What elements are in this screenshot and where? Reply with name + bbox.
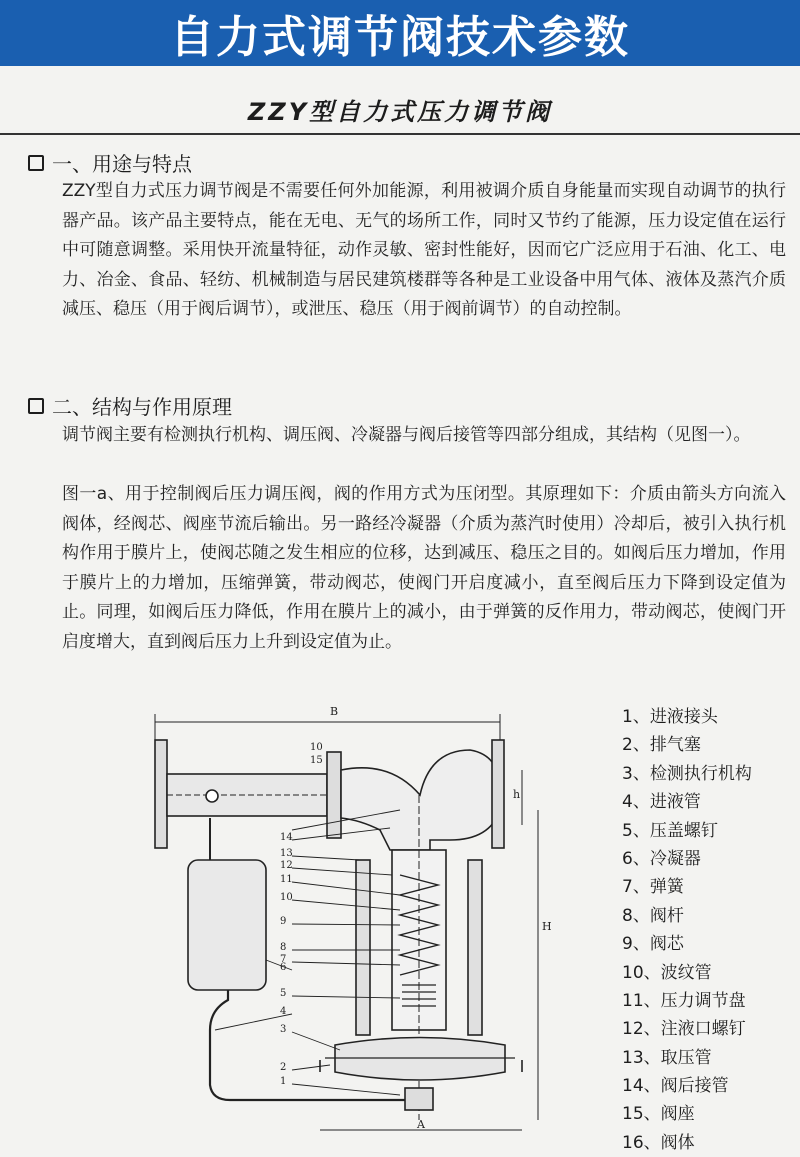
outlet-flange	[492, 740, 504, 848]
condenser	[188, 860, 266, 990]
title-banner	[0, 0, 800, 66]
legend-item: 3、检测执行机构	[622, 763, 752, 784]
legend-item: 13、取压管	[622, 1047, 712, 1068]
section-heading-usage	[28, 148, 192, 177]
parts-legend	[622, 703, 792, 1157]
legend-item: 7、弹簧	[622, 877, 684, 898]
dim-label-b: B	[330, 705, 339, 718]
legend-item: 5、压盖螺钉	[622, 820, 718, 841]
square-bullet-icon	[28, 398, 44, 414]
legend-item: 16、阀体	[622, 1132, 695, 1153]
dim-label-h-small: h	[513, 788, 521, 801]
paragraph-text: 图一a、用于控制阀后压力调压阀，阀的作用方式为压闭型。其原理如下：介质由箭头方向流入阀体，经阀芯、阀座节流后输出。另一路经冷凝器（介质为蒸汽时使用）冷却后，被引入执行机构作用于膜片上，使阀芯随之发生相应的位移，达到减压、稳压之目的。如阀后压力增加，作用于膜片上的力增加，压缩弹簧，带动阀芯，使阀门开启度减小，直至阀后压力下降到设定值为止。同理，如阀后压力降低，作用在膜片上的减小，由于弹簧的反作用力，带动阀芯，使阀门开启度增大，直到阀后压力上升到设定值为止。	[62, 484, 786, 652]
inlet-flange	[155, 740, 167, 848]
section-heading-structure	[28, 391, 232, 420]
part-callout-number: 7	[280, 954, 287, 965]
structure-paragraph-1	[14, 421, 786, 451]
document-title: ZZY型自力式压力调节阀	[247, 98, 553, 126]
part-callout-number: 6	[280, 962, 287, 973]
part-callout-number: 15	[310, 755, 323, 766]
part-callout-number: 2	[280, 1062, 287, 1073]
usage-paragraph	[14, 177, 786, 325]
legend-item: 9、阀芯	[622, 934, 684, 955]
legend-item: 4、进液管	[622, 792, 701, 813]
valve-body	[341, 750, 500, 850]
part-callout-number: 4	[280, 1006, 287, 1017]
dim-label-a: A	[417, 1118, 425, 1131]
part-callout-number: 11	[280, 874, 293, 885]
legend-item: 15、阀座	[622, 1104, 695, 1125]
legend-item: 2、排气塞	[622, 735, 701, 756]
legend-item: 14、阀后接管	[622, 1076, 729, 1097]
section-heading-text: 一、用途与特点	[52, 152, 192, 176]
part-callout-number: 10	[310, 742, 323, 753]
part-callout-number: 1	[280, 1076, 287, 1087]
banner-title: 自力式调节阀技术参数	[170, 12, 630, 63]
legend-item: 6、冷凝器	[622, 848, 701, 869]
part-callout-number: 12	[280, 860, 293, 871]
dim-label-h: H	[542, 920, 552, 933]
part-callout-number: 3	[280, 1024, 287, 1035]
legend-item: 1、进液接头	[622, 707, 718, 727]
part-callout-number: 9	[280, 916, 287, 927]
part-callout-number: 8	[280, 942, 287, 953]
legend-item: 12、注液口螺钉	[622, 1019, 746, 1040]
valve-structure-diagram	[130, 700, 610, 1143]
diaphragm-housing	[335, 1038, 505, 1081]
square-bullet-icon	[28, 155, 44, 171]
legend-item: 8、阀杆	[622, 905, 684, 926]
paragraph-text: ZZY型自力式压力调节阀是不需要任何外加能源，利用被调介质自身能量而实现自动调节的执行器产品。该产品主要特点，能在无电、无气的场所工作，同时又节约了能源，压力设定值在运行中可随意调整。采用快开流量特征，动作灵敏、密封性能好，因而它广泛应用于石油、化工、电力、冶金、食品、轻纺、机械制造与居民建筑楼群等各种是工业设备中用气体、液体及蒸汽介质减压、稳压（用于阀后调节），或泄压、稳压（用于阀前调节）的自动控制。	[62, 181, 786, 319]
part-callout-number: 10	[280, 892, 293, 903]
section-heading-text: 二、结构与作用原理	[52, 395, 232, 419]
part-callout-number: 13	[280, 848, 293, 859]
part-callout-number: 14	[280, 832, 293, 843]
paragraph-text: 调节阀主要有检测执行机构、调压阀、冷凝器与阀后接管等四部分组成，其结构（见图一）。	[62, 425, 751, 445]
legend-item: 11、压力调节盘	[622, 990, 746, 1011]
legend-item: 10、波纹管	[622, 962, 712, 983]
structure-paragraph-2	[14, 480, 786, 657]
part-callout-number: 5	[280, 988, 287, 999]
title-divider	[0, 133, 800, 135]
